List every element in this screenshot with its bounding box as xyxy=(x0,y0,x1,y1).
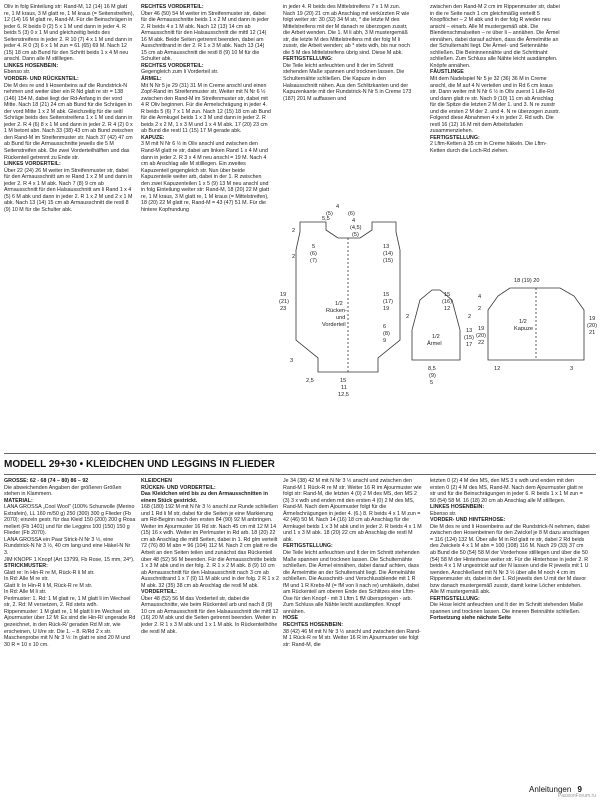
dim-label: 21 xyxy=(589,330,596,336)
instruction-heading: RÜCKEN- UND VORDERTEIL: xyxy=(141,484,216,491)
instruction-heading: LINKES VORDERTEIL: xyxy=(4,161,61,168)
instruction-heading: MATERIAL: xyxy=(4,497,33,504)
dim-label: 9 xyxy=(383,338,387,344)
instruction-paragraph: In Rd: Alle M li str. xyxy=(4,589,47,596)
dim-label: 19 xyxy=(280,292,287,298)
instruction-heading: KLEIDCHEN xyxy=(141,478,172,484)
instruction-heading: ÄRMEL: xyxy=(141,76,162,83)
dim-label: 11 xyxy=(341,385,347,391)
dim-label: 2 xyxy=(406,314,410,320)
dim-label: 17 xyxy=(466,342,473,348)
instruction-paragraph: 2 Lftm-Ketten à 35 cm in Creme häkeln. Die Lftm-Ketten durch die Loch-Rd ziehen. xyxy=(430,141,547,155)
instruction-paragraph: Die Teile leicht anfeuchten und It der im Schnitt stehenden Maße spannen und trocknen lassen. Die Schulternähte schließen. Die Ärmel einnähen, dabei darauf achten, dass die Ärmelmitte an der Schulternaht liegt. Die Ärmelnähte schließen. Die Ausschnitt- und Verschlussblende mit 1 R fM und 1 R Krebs-M (= fM von li nach re) umhäkeln, dabei am Rückenteil am oberen Ende des Schlitzes eine Lftm-Öse für den Knopf - mit 3 Lftm 1 fM überspringen - arb. Zum Schluss alle Nähte leicht ausdämpfen. Knopf annähen. xyxy=(283,550,420,615)
dim-label: 5 xyxy=(430,380,434,386)
instruction-paragraph: in jeder 4. R beids des Mittelstreifens 7 x 1 M zun. Nach 19 (20) 21 cm ab Anschlag mit verkürzten R wie folgt weiter str: 30 (32) 34 M str, * die letzte M des Mittelstreifens mit der M danach re überzogen zusstr, die Arbeit wenden. Die 1. M li abh, 3 M mustergemäß str, die letzte M des Mittelstreifens mit der folg M li zusstr, die Arbeit wenden; ab * stets wdh, bis nur noch die 5 M des Mittelstreifens übrig sind. Diese M abk. xyxy=(283,4,410,56)
dim-label: (16) xyxy=(442,299,452,305)
instruction-heading: Fortsetzung siehe nächste Seite xyxy=(430,615,511,622)
dim-label: (9) xyxy=(429,373,436,379)
dim-label: 4 xyxy=(352,218,356,224)
top-column-1 xyxy=(4,4,134,454)
dim-label: 15 xyxy=(383,292,390,298)
bottom-column-1 xyxy=(4,478,136,796)
instruction-paragraph: Mit dem Nadelspiel Nr 5 je 32 (36) 36 M in Creme anschl, die M auf 4 N verteilen und in Rd 6 cm kraus str. Dann weiter mit N Nr 6 ½ in Oliv zuerst 1 Lille-Rd und dann glatt re str. Nach 9 (10) 11 cm ab Anschlag für die Spitze die letzten 2 M der 1. und 3. N re zusstr und die ersten 2 M der 2. und 4. N re überzogen zusstr. Folgend diese Abnahmen 4 x in jeder 2. Rd wdh. Die restl 16 (12) 16 M mit dem Arbeitsfaden zusammenziehen. xyxy=(430,76,560,135)
instruction-heading: LINKES HOSENBEIN: xyxy=(430,504,485,511)
instruction-paragraph: Perlmuster: 1. Rd: 1 M glatt re, 1 M glatt li im Wechsel str, 2. Rd: M versetzen, 2. Rd stets wdh. xyxy=(4,595,131,609)
instruction-heading: STRICKMUSTER: xyxy=(4,563,48,570)
dim-label: 18 (19) 20 xyxy=(514,278,540,284)
watermark: PassionForum.ru xyxy=(557,793,596,799)
instruction-heading: FERTIGSTELLUNG: xyxy=(283,56,333,63)
instruction-heading: LINKES HOSENBEIN: xyxy=(4,62,59,69)
dim-label: (15) xyxy=(383,258,393,264)
dim-label: 8,5 xyxy=(428,366,436,372)
top-column-2 xyxy=(141,4,271,454)
instruction-paragraph: 168 (180) 192 M mit N Nr 3 ½ anschl zur Runde schließen und 1 Rd li M str, dabei für die Seiten je eine Markierung am Rd-Beginn nach den ersten 84 (90) 92 M anbringen. Weiter im Ajourmuster 16 Rd str. Nach 45 cm mit 12 M 14 (15) 16 x wdh. Weiter im Perlmuster in Rd arb. 18 (20) 22 cm ab Anschlag die mittl Seiten, dabei in 1. Rd glm verteilt 72 (76) 80 M abn = 96 (104) 112 M. Nach 2 cm glatt re die Arbeit an den Seiten teilen und zunächst das Rückenteil über 48 (52) 56 M beenden. Für die Armausschnitte beids 1 x 3 M abk und in der folg. 2. R 1 x 2 M abk. 8 (9) 10 cm ab Armausschnitt für den Halsausschnitt nach 3 cm ab Ausschnittrand 1 x 7 (9) 11 M abk und in der folg. 2 R 1 x 2 M abk. 32 (35) 38 cm ab Anschlag die restl M abk. xyxy=(141,504,279,589)
dim-label: (5) xyxy=(352,232,359,238)
instruction-paragraph: Glatt re: In Hin-R re M, Rück-R li M str. xyxy=(4,569,95,576)
dim-label: (20) xyxy=(476,333,486,339)
instruction-paragraph: LANA GROSSA ein Paar Strick-N Nr 3 ½, eine Rundstrick-N Nr 3 ½, 40 cm lang und eine Häkel-N Nr 3. xyxy=(4,536,131,557)
dim-label: 5,5 xyxy=(322,216,330,222)
sleeve-label-1: 1/2 xyxy=(432,334,440,340)
instruction-heading: VORDER- UND HINTERHOSE: xyxy=(430,517,506,524)
instruction-paragraph: Die abweichenden Angaben der größeren Größen stehen in Klammern. xyxy=(4,484,122,498)
dim-label: 2 xyxy=(468,314,472,320)
dim-label: (5) xyxy=(326,211,333,217)
section-divider xyxy=(4,453,596,454)
body-label-1: 1/2 xyxy=(335,301,343,307)
instruction-heading: FERTIGSTELLUNG: xyxy=(430,595,480,602)
dim-label: 3 xyxy=(570,366,574,372)
body-label-4: Vorderteil xyxy=(322,322,346,328)
dim-label: 19 xyxy=(478,326,485,332)
dim-label: 6 xyxy=(383,324,387,330)
dim-label: (20) xyxy=(587,323,597,329)
dim-label: 22 xyxy=(478,340,485,346)
dim-label: 12,5 xyxy=(338,392,349,398)
dim-label: (6) xyxy=(310,251,317,257)
instruction-heading: Das Kleidchen wird bis zu den Armausschnitten in einem Stück gestrickt. xyxy=(141,491,268,504)
body-label-2: Rücken- xyxy=(326,308,347,314)
body-label-3: und xyxy=(336,315,346,321)
instruction-heading: GRÖSSE: 62 - 68 (74 – 80) 86 – 92 xyxy=(4,478,89,484)
instruction-paragraph: Über 48 (52) 56 M das Vorderteil str, dabei die Armausschnitte, wie beim Rückenteil arb und nach 8 (9) 10 cm ab Armausschnitt für den Halsausschnitt die mittl 12 (16) 20 M abk und die Seiten getrennt beenden. Weiter in jeder 2. R 1 x 3 M abk und 1 x 1 M abk. In Rückenteilhöhe die restl M abk. xyxy=(141,595,279,635)
instruction-paragraph: Maschenprobe mit N Nr 3 ½: In glatt re sind 20 M und 30 R = 10 x 10 cm. xyxy=(4,635,131,648)
dim-label: 19 xyxy=(589,316,596,322)
instruction-paragraph: Oliv in folg Einteilung str: Rand-M, 12 (14) 16 M glatt re, 1 M kraus, 3 M glatt re, 1 M kraus (= Seitenstreifen), 12 (14) 16 M glatt re, Rand-M. Für die Beinschrägen in jeder 6. R beids 0 (2) 5 x 1 M und dann in jeder 4. R beids 5 (3) 0 x 1 M und gleichzeitig beids des Seitenstreifens in jeder 2. R 10 (7) 4 x 1 M und dann in jeder 4. R 0 (3) 6 x 1 M zun = 61 (65) 69 M. Nach 12 (15) 18 cm ab Bund für den Schritt beids 1 x 4 M neu anschl. Dann alle M stilllegen. xyxy=(4,4,134,63)
instruction-heading: FERTIGSTELLUNG: xyxy=(430,134,480,141)
dim-label: 2 xyxy=(292,254,296,260)
instruction-heading: FÄUSTLINGE xyxy=(430,69,464,76)
instruction-paragraph: Die M des re und li Hosenbeins auf die Rundstrick-N nehmen, dabei zwischen den Hosenbeinen für den Zwickel je 8 M dazu anschlagen = 116 (124) 132 M. Über alle M in Rd glatt re str, dabei 2 Rd beids des Zwickels 4 x 1 M abn = 100 (108) 116 M. Nach 29 (33) 37 cm ab Bund die 50 (54) 58 M der Vorderhose stilllegen und über die 50 (54) 58 M der Hinterhose weiter str. Für die Hinterhose in jeder 2. R beids 4 x 1 M ungestrickt auf der N lassen und die R jeweils mit 1 U wenden. Anschließend mit N Nr 3 ½ über alle M noch 4 cm im Rippenmuster str, dabei in der 1. Rd jeweils den U mit der M davor bzw danach mustergemäß zusstr, damit keine Löcher entstehen. Alle M mustergemäß abk. xyxy=(430,523,590,596)
dim-label: 13 xyxy=(383,244,390,250)
dim-label: 2 xyxy=(292,228,296,234)
sleeve-schematic xyxy=(412,290,460,360)
page-number: 9 xyxy=(577,785,582,794)
instruction-heading: HOSE xyxy=(283,615,299,622)
dim-label: 12 xyxy=(494,366,501,372)
instruction-paragraph: zwischen den Rand-M 2 cm im Rippenmuster str, dabei in die re Seite nach 1 cm gleichmäßig verteilt 5 Knopflöcher – 2 M abk und in der folg R wieder neu anschl – einarb. Alle M mustergemäß abk. Die Blendenschmalseiten – re über li – annähen. Die Ärmel einnähen, dabei darauf achten, dass die Ärmelmitte an der Schulternaht liegt. Die Ärmel- und Seitennähte schließen. Die Beininnennähte und die Schrittnaht schließen. Zum Schluss alle Nähte leicht ausdämpfen. Knöpfe annähen. xyxy=(430,4,560,69)
sleeve-label-2: Ärmel xyxy=(427,341,442,347)
instruction-paragraph: Gegengleich zum li Vorderteil str. xyxy=(141,69,219,76)
dim-label: 5 xyxy=(312,244,316,250)
instruction-paragraph: Rippenmuster: 1 M glatt re, 1 M glatt li im Wechsel str. xyxy=(4,608,131,615)
bottom-column-3 xyxy=(283,478,422,796)
section-title: MODELL 29+30 • KLEIDCHEN UND LEGGINS IN FLIEDER xyxy=(4,459,275,470)
dim-label: (8) xyxy=(383,331,390,337)
instruction-paragraph: Die Hose leicht anfeuchten und It der im Schnitt stehenden Maße spannen und trocknen lassen. Die inneren Beinnähte schließen. xyxy=(430,602,584,615)
instruction-paragraph: Die Teile leicht anfeuchten und It der im Schnitt stehenden Maße spannen und trocknen lassen. Die Schulternähte schließen. Die Kapuze in den Halsausschnitt nähen. Aus den Schlitzkanten und der Kapuzenkante mit der Rundstrick-N Nr 5 in Creme 173 (187) 201 M auffassen und xyxy=(283,62,412,102)
dim-label: 12 xyxy=(444,306,451,312)
instruction-heading: RECHTES VORDERTEIL: xyxy=(141,4,204,10)
title-divider xyxy=(4,474,596,475)
dim-label: 15 xyxy=(444,292,451,298)
dim-label: 2,5 xyxy=(306,378,314,384)
dim-label: (4,5) xyxy=(350,225,362,231)
instruction-heading: FERTIGSTELLUNG: xyxy=(283,543,333,550)
instruction-paragraph: Über 22 (24) 26 M weiter im Streifenmuster str, dabei für den Armausschnitt am re Rand 1 x 2 M und dann in jeder 2. R 4 x 1 M abk. Nach 7 (8) 9 cm ab Armausschnitt für den Halsausschnitt am li Rand 1 x 4 (5) 6 M abk und dann in jeder 2. R 1 x 2 M und 2 x 1 M abk. Nach 13 (14) 15 cm ab Armausschnitt die restl 8 (9) 10 M für die Schulter abk. xyxy=(4,167,133,213)
footer-label: Anleitungen xyxy=(529,785,572,794)
instruction-paragraph: LANA GROSSA „Cool Wool" (100% Schurwolle (Merino Extrafein), LL 160 m/50 g) 250 (300) 300 g Flieder (Fb 2070); einzeln gestr. für das Kleid 150 (200) 200 g Rosa meliert (Fb 1401) und für die Leggins 100 (150) 150 g Flieder (Fb 2070). xyxy=(4,504,136,537)
instruction-heading: KAPUZE: xyxy=(141,134,165,141)
instruction-paragraph: Mit N Nr 5 je 29 (31) 31 M in Creme anschl und einen Zopf-Rand im Streifenmuster str. Weiter mit N Nr 6 ½ zwischen den Rand-M im Streifenmuster str, dabei mit 4 R Oliv beginnen. Für die Armelschrägung in jeder 4. R beids 5 (6) 7 x 1 M zun. Nach 12 (15) 18 cm ab Bund für die Armkugel beids 1 x 3 M und dann in jeder 2. R beids 2 x 2 M, 1 x 3 M und 1 x 4 M abk. 17 (20) 23 cm ab Bund die restl 11 (15) 17 M gerade abk. xyxy=(141,82,271,135)
dim-label: (17) xyxy=(383,299,393,305)
hood-schematic xyxy=(488,288,584,360)
instruction-paragraph: Ajourmuster über 12 M: Es sind die Hin-R/ ungerade Rd gezeichnet, in den Rück-R/ geraden Rd M str, wie erscheinen, U li/re str. Die 1. – 8. R/Rd 2 x str. xyxy=(4,615,136,635)
bottom-column-2 xyxy=(141,478,279,796)
instruction-paragraph: letzten 0 (2) 4 M des MS, den MS 3 x wdh und enden mit den ersten 0 (2) 4 M des MS, Rand-M. Nach dem Ajourmuster glatt re str und für die Beinschrägungen in jeder 6. R beids 1 x 1 M zun = 50 (54) 58 M. 16 (18) 20 cm ab Anschlag alle M stilllegen. xyxy=(430,478,584,504)
dim-label: 15 xyxy=(340,378,347,384)
instruction-paragraph: 3 M mit N Nr 6 ½ in Oliv anschl und zwischen den Rand-M glatt re str, dabei am linken Rand 1 x 4 M und dann in jeder 2. R 3 x 4 M neu anschl = 19 M. Nach 4 cm ab Anschlag alle M stilllegen. Ein zweites Kapuzenteil gegengleich str. Nun über beide Kapuzenteile weiter arb, dabei in der 1. R zwischen den zwei Kapuzenteilen 1 x 5 (9) 13 M neu anschl und in folg Einteilung weiter str: Rand-M, 18 (20) 22 M glatt re, 1 M kraus, 3 M glatt re, 1 M kraus (= Mittelstreifen), 18 (20) 22 M glatt re, Rand-M = 43 (47) 51 M. Für die hintere Kopfrundung xyxy=(141,141,270,213)
instruction-paragraph: In Rd: Alle M re str. xyxy=(4,576,49,583)
hood-label-1: 1/2 xyxy=(519,319,527,325)
dim-label: 4 xyxy=(336,204,340,210)
hood-label-2: Kapuze xyxy=(514,326,533,332)
dim-label: (15) xyxy=(464,335,474,341)
dim-label: (14) xyxy=(383,251,393,257)
instruction-heading: VORDERTEIL: xyxy=(141,589,177,596)
top-column-3 xyxy=(283,4,413,189)
instruction-heading: RECHTES HOSENBEIN: xyxy=(283,622,344,629)
instruction-heading: RECHTES VORDERTEIL: xyxy=(141,62,204,69)
instruction-paragraph: Je 34 (38) 42 M mit N Nr 3 ½ anschl und zwischen den Rand-M 1 Rück-R re M str. Weiter 16 R im Ajourmuster wie folgt str: Rand-M, die letzten 4 (0) 2 M des MS, den MS 2 (3) 3 x wdh und enden mit den ersten 4 (0) 2 M des MS, Rand-M. Nach dem Ajourmuster folgt für die Ärmelschrägungen in jeder 4. (6.) 8. R beids 4 x 1 M zun = 42 (46) 50 M. Nach 14 (16) 18 cm ab Anschlag für die Armkugel beids 1 x 3 M abk und in jeder 2. R beids 4 x 1 M und 1 x 3 M abk. 18 (20) 22 cm ab Anschlag die restl M abk. xyxy=(283,478,422,543)
dim-label: 23 xyxy=(280,306,287,312)
dim-label: 3 xyxy=(290,358,294,364)
dim-label: 13 xyxy=(466,328,473,334)
instruction-heading: VORDER- UND RÜCKENTEIL: xyxy=(4,76,79,83)
instruction-paragraph: Ebenso str. xyxy=(430,510,457,517)
dim-label: 4 xyxy=(478,294,482,300)
instruction-paragraph: 38 (42) 46 M mit N Nr 3 ½ anschl und zwischen den Rand-M 1 Rück-R re M str. Weiter 16 R im Ajourmuster wie folgt str: Rand-M, die xyxy=(283,628,421,648)
bottom-column-4 xyxy=(430,478,590,778)
instruction-paragraph: Glatt li: In Hin-R li M, Rück-R re M str. xyxy=(4,582,93,589)
dim-label: (6) xyxy=(348,211,355,217)
instruction-paragraph: Die M des re und li Hosenbeins auf die Rundstrick-N nehmen und weiter über ein R Nd glatt re str = 138 (146) 154 M, dabei liegt der Rd-Anfang in der vord Mitte. Nach 18 (21) 24 cm ab Bund für die Schrägen in der vord Mitte 1 x 2 M abk. Gleichzeitig für die seitl Schräge beids des Seitenstreifens 1 x 1 M und dann in jeder 2. R 4 (6) 8 x 1 M und dann in jeder 2. R 4 (2) 0 x 1 M betont abn. Nach 33 (38) 43 cm ab Bund zwischen den Rand-M im Streifenmuster str. Nach 37 (42) 47 cm ab Bund für die Armausschnitte jeweils die 5 M Seitenstreifen abk. Die zwei Vorderteilhälften und das Rückenteil getrennt zu Ende str. xyxy=(4,82,134,161)
top-column-4 xyxy=(430,4,560,189)
dim-label: 2 xyxy=(478,306,482,312)
instruction-paragraph: Ebenso str. xyxy=(4,69,31,76)
dim-label: (21) xyxy=(279,299,289,305)
dim-label: (7) xyxy=(310,258,317,264)
body-schematic xyxy=(296,222,400,372)
dim-label: 19 xyxy=(383,306,390,312)
instruction-paragraph: JIM KNOPF 1 Knopf (Art 13799, Fb Rose, 15 mm, 24°). xyxy=(4,556,135,563)
instruction-paragraph: Über 46 (50) 54 M weiter im Streifenmuster str, dabei für die Armausschnitte beids 1 x 2 M und dann in jeder 2. R beids 4 x 1 M abk. Nach 12 (13) 14 cm ab Armausschnitt für den Halsausschnitt die mittl 12 (14) 16 M abk. Beide Seiten getrennt beenden, dabei am Ausschnittrand in der 2. R 1 x 3 M abk. Nach 13 (14) 15 cm ab Armausschnitt die restl 8 (9) 10 M für die Schulter abk. xyxy=(141,10,269,63)
